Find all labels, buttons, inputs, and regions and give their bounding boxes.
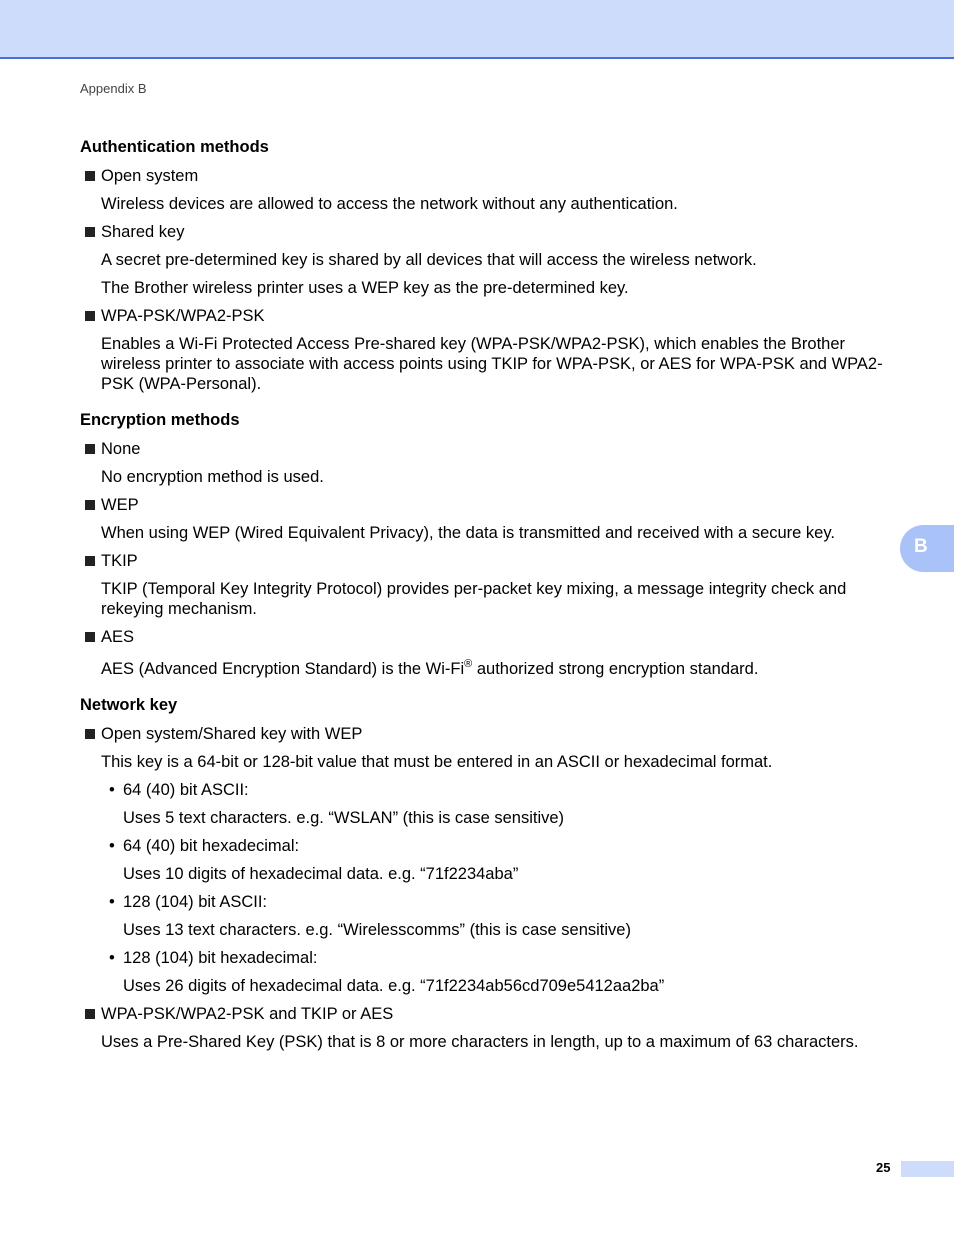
bullet-description: Uses 5 text characters. e.g. “WSLAN” (this is case sensitive) [123,809,565,827]
item-description: When using WEP (Wired Equivalent Privacy), the data is transmitted and received with a secure key. [101,524,835,542]
item-description [80,659,900,679]
page-number: 25 [876,1160,891,1175]
item-description: Uses a Pre-Shared Key (PSK) that is 8 or more characters in length, up to a maximum of 63 characters. [101,1033,859,1051]
bullet-label: • 64 (40) bit hexadecimal: [80,836,900,856]
item-description: A secret pre-determined key is shared by all devices that will access the wireless network. [101,251,757,269]
section-authentication [80,136,900,394]
item-label: Open system/Shared key with WEP [80,724,900,744]
bullet-label: • 64 (40) bit ASCII: [80,780,900,800]
chapter-tab [900,525,954,572]
bullet-label: • 128 (104) bit hexadecimal: [80,948,900,968]
section-encryption [80,409,900,679]
item-label: AES [80,627,900,647]
item-description: TKIP (Temporal Key Integrity Protocol) provides per-packet key mixing, a message integrity check and rekeying mechanism. [101,580,847,618]
section-title: Network key [80,696,178,714]
bullet-label: • 128 (104) bit ASCII: [80,892,900,912]
item-description: This key is a 64-bit or 128-bit value that must be entered in an ASCII or hexadecimal format. [101,753,773,771]
item-label: Shared key [80,222,900,242]
bullet-description: Uses 13 text characters. e.g. “Wirelesscomms” (this is case sensitive) [123,921,631,939]
footer-bar [901,1161,954,1177]
item-label: WEP [80,495,900,515]
item-label: WPA-PSK/WPA2-PSK and TKIP or AES [80,1004,900,1024]
item-label: Open system [80,166,900,186]
registered-mark: ® [464,658,473,670]
item-description: Enables a Wi-Fi Protected Access Pre-shared key (WPA-PSK/WPA2-PSK), which enables the Brother wireless printer to associate with access points using TKIP for WPA-PSK, or AES for WPA-PSK and WPA2-PSK (WPA-Personal). [101,335,883,393]
bullet-description: Uses 10 digits of hexadecimal data. e.g. “71f2234aba” [123,865,519,883]
page-content [80,136,900,1067]
item-description: No encryption method is used. [101,468,324,486]
section-title: Encryption methods [80,411,240,429]
item-description: Wireless devices are allowed to access the network without any authentication. [101,195,678,213]
section-network-key [80,694,900,1052]
item-description: The Brother wireless printer uses a WEP key as the pre-determined key. [101,279,629,297]
section-title: Authentication methods [80,138,269,156]
item-label: WPA-PSK/WPA2-PSK [80,306,900,326]
bullet-description: Uses 26 digits of hexadecimal data. e.g. “71f2234ab56cd709e5412aa2ba” [123,977,665,995]
item-label: TKIP [80,551,900,571]
item-label: None [80,439,900,459]
aes-text-end: authorized strong encryption standard. [472,660,759,678]
header-band [0,0,954,59]
aes-text-start: AES (Advanced Encryption Standard) is the Wi-Fi [101,660,465,678]
chapter-tab-letter: B [914,536,928,557]
running-header: Appendix B [80,81,147,96]
